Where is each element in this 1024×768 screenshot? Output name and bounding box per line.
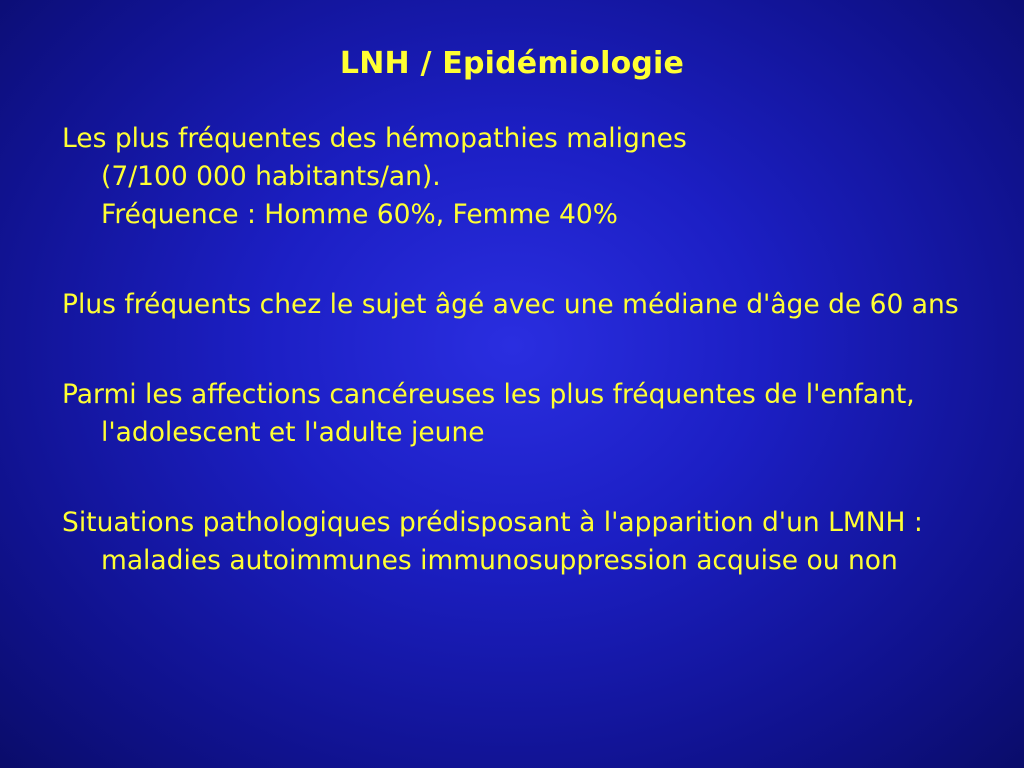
paragraph-age: Plus fréquents chez le sujet âgé avec une médiane d'âge de 60 ans bbox=[62, 289, 959, 320]
slide-title: LNH / Epidémiologie bbox=[339, 46, 685, 81]
paragraph-hemopathies: Les plus fréquentes des hémopathies malignes bbox=[62, 123, 687, 154]
paragraph-spacer bbox=[62, 324, 982, 376]
paragraph-children: Parmi les affections cancéreuses les plus fréquentes de l'enfant, l'adolescent et l'adulte jeune bbox=[62, 379, 915, 448]
paragraph-predisposing-conditions: Situations pathologiques prédisposant à l'apparition d'un LMNH : maladies autoimmunes immunosuppression acquise ou non bbox=[62, 507, 923, 576]
subline-sex-frequency: Fréquence : Homme 60%, Femme 40% bbox=[101, 199, 618, 230]
paragraph-spacer bbox=[62, 452, 982, 504]
subline-incidence: (7/100 000 habitants/an). bbox=[101, 161, 441, 192]
paragraph-spacer bbox=[62, 234, 982, 286]
slide-body bbox=[62, 120, 982, 580]
